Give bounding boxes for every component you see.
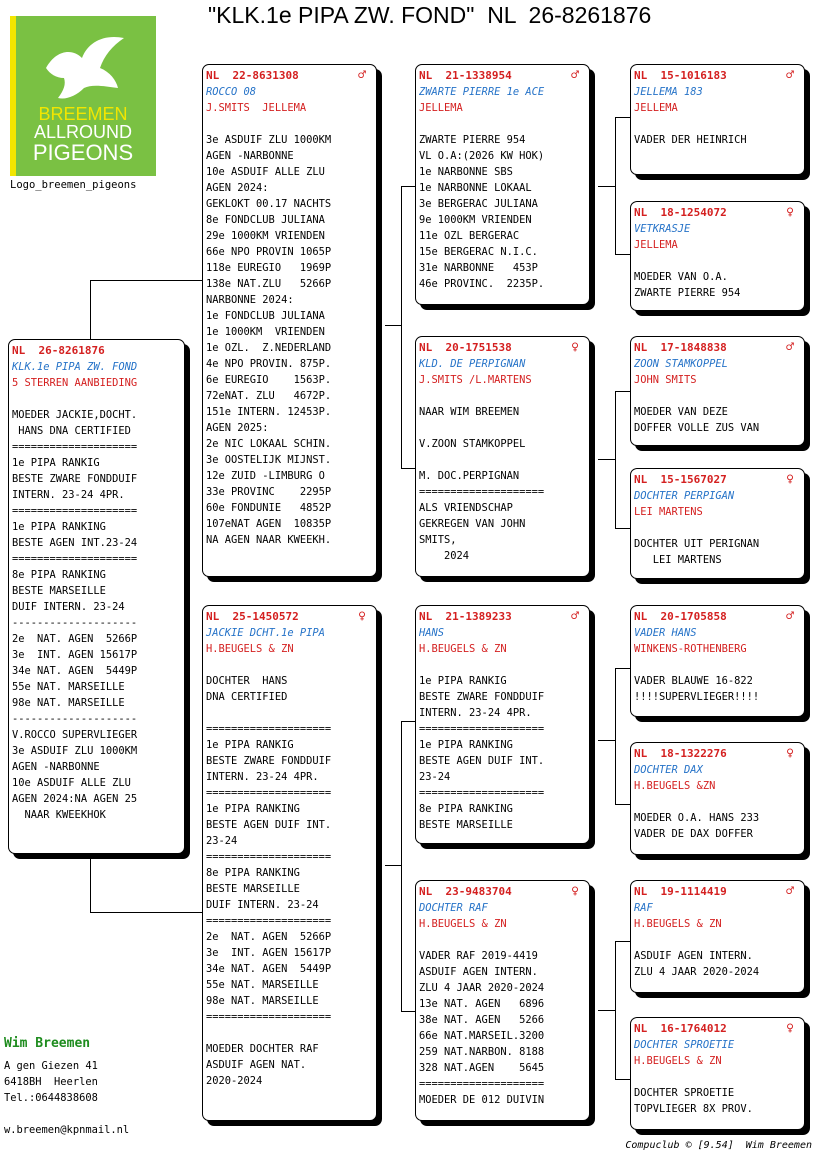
pigeon-notes: DOCHTER UIT PERIGNAN LEI MARTENS: [634, 538, 760, 566]
pigeon-name: KLD. DE PERPIGNAN: [419, 358, 526, 370]
logo-text-allround: ALLROUND: [33, 122, 133, 142]
pedigree-card-father: [202, 64, 377, 577]
breeder-email[interactable]: w.breemen@kpnmail.nl: [4, 1124, 130, 1136]
connector-line: [90, 280, 91, 340]
ring-number: NL 15-1567027 ♀: [634, 472, 794, 487]
pigeon-name: HANS: [419, 627, 445, 639]
connector-line: [598, 740, 616, 741]
ring-number: NL 21-1389233 ♂: [419, 609, 579, 624]
pigeon-owner: H.BEUGELS & ZN: [419, 643, 507, 655]
pigeon-name: VADER HANS: [634, 627, 697, 639]
pedigree-card-ggm-2: [630, 468, 805, 579]
pigeon-notes: VADER BLAUWE 16-822 !!!!SUPERVLIEGER!!!!: [634, 675, 760, 703]
logo-text-pigeons: PIGEONS: [32, 140, 134, 165]
ring-number: NL 22-8631308 ♂: [206, 68, 366, 83]
pigeon-name: DOCHTER SPROETIE: [634, 1039, 735, 1051]
pigeon-owner: JELLEMA: [634, 239, 678, 251]
pigeon-owner: WINKENS-ROTHENBERG: [634, 643, 747, 655]
connector-line: [401, 1011, 416, 1012]
pedigree-card-subject: [8, 339, 185, 854]
connector-line: [615, 668, 616, 804]
pedigree-card-ggf-3: [630, 605, 805, 717]
ring-number: NL 25-1450572 ♀: [206, 609, 366, 624]
breeder-name: Wim Breemen: [4, 1036, 91, 1051]
pigeon-owner: H.BEUGELS &ZN: [634, 780, 716, 792]
ring-number: NL 18-1322276 ♀: [634, 746, 794, 761]
pigeon-notes: DOCHTER HANS DNA CERTIFIED ==================== 1e PIPA RANKIG BESTE ZWARE FONDDUIF INTERN. 23-24 4PR. ==================== 1e PIPA RANKING BESTE AGEN DUIF INT. 23-24 ==================== 8e PIPA RANKING BESTE MARSEILLE DUIF INTERN. 23-24 ==================== 2e NAT. AGEN 5266P 3e INT. AGEN 15617P 34e NAT. AGEN 5449P 55e NAT. MARSEILLE 98e NAT. MARSEILLE ==================== MOEDER DOCHTER RAF ASDUIF AGEN NAT. 2020-2024: [206, 675, 332, 1087]
connector-line: [385, 325, 402, 326]
pigeon-icon: [38, 28, 134, 104]
ring-number: NL 20-1705858 ♂: [634, 609, 794, 624]
pigeon-notes: DOCHTER SPROETIE TOPVLIEGER 8X PROV.: [634, 1087, 753, 1115]
male-icon: ♂: [786, 340, 794, 355]
connector-line: [90, 912, 203, 913]
connector-line: [615, 528, 631, 529]
pigeon-owner: H.BEUGELS & ZN: [634, 1055, 722, 1067]
pigeon-name: DOCHTER DAX: [634, 764, 703, 776]
pigeon-owner: LEI MARTENS: [634, 506, 703, 518]
ring-number: NL 20-1751538 ♀: [419, 340, 579, 355]
pigeon-name: DOCHTER RAF: [419, 902, 488, 914]
connector-line: [615, 391, 616, 528]
connector-line: [615, 117, 631, 118]
female-icon: ♀: [786, 205, 794, 220]
pigeon-notes: MOEDER JACKIE,DOCHT. HANS DNA CERTIFIED ==================== 1e PIPA RANKIG BESTE ZWARE FONDDUIF INTERN. 23-24 4PR. ==================== 1e PIPA RANKING BESTE AGEN INT.23-24 ==================== 8e PIPA RANKING BESTE MARSEILLE DUIF INTERN. 23-24 -------------------- 2e NAT. AGEN 5266P 3e INT. AGEN 15617P 34e NAT. AGEN 5449P 55e NAT. MARSEILLE 98e NAT. MARSEILLE -------------------- V.ROCCO SUPERVLIEGER 3e ASDUIF ZLU 1000KM AGEN -NARBONNE 10e ASDUIF ALLE ZLU AGEN 2024:NA AGEN 25 NAAR KWEEKHOK: [12, 409, 138, 821]
pedigree-card-mother: [202, 605, 377, 1121]
connector-line: [401, 186, 402, 468]
footer-credit: Compuclub © [9.54] Wim Breemen: [625, 1140, 812, 1151]
pigeon-name: ROCCO 08: [206, 86, 257, 98]
connector-line: [90, 855, 91, 912]
connector-line: [615, 941, 631, 942]
pigeon-owner: JELLEMA: [634, 102, 678, 114]
male-icon: ♂: [358, 68, 366, 83]
female-icon: ♀: [786, 1021, 794, 1036]
connector-line: [598, 186, 616, 187]
pedigree-card-ggm-1: [630, 201, 805, 311]
ring-number: NL 18-1254072 ♀: [634, 205, 794, 220]
pigeon-notes: MOEDER O.A. HANS 233 VADER DE DAX DOFFER: [634, 812, 760, 840]
pigeon-owner: JELLEMA: [419, 102, 463, 114]
ring-number: NL 21-1338954 ♂: [419, 68, 579, 83]
male-icon: ♂: [786, 68, 794, 83]
pedigree-card-ggm-4: [630, 1017, 805, 1130]
pigeon-name: JELLEMA 183: [634, 86, 703, 98]
logo-text-breemen: BREEMEN: [38, 104, 128, 124]
connector-line: [598, 459, 616, 460]
connector-line: [615, 1079, 631, 1080]
pigeon-owner: H.BEUGELS & ZN: [206, 643, 294, 655]
pedigree-card-ggf-1: [630, 64, 805, 175]
pedigree-card-grandmother-paternal: [415, 336, 590, 577]
female-icon: ♀: [358, 609, 366, 624]
pigeon-notes: 3e ASDUIF ZLU 1000KM AGEN -NARBONNE 10e ASDUIF ALLE ZLU AGEN 2024: GEKLOKT 00.17 NACHTS 8e FONDCLUB JULIANA 29e 1000KM VRIENDEN 66e NPO PROVIN 1065P 118e EUREGIO 1969P 138e NAT.ZLU 5266P NARBONNE 2024: 1e FONDCLUB JULIANA 1e 1000KM VRIENDEN 1e OZL. Z.NEDERLAND 4e NPO PROVIN. 875P. 6e EUREGIO 1563P. 72eNAT. ZLU 4672P. 151e INTERN. 12453P. AGEN 2025: 2e NIC LOKAAL SCHIN. 3e OOSTELIJK MIJNST. 12e ZUID -LIMBURG O 33e PROVINC 2295P 60e FONDUNIE 4852P 107eNAT AGEN 10835P NA AGEN NAAR KWEEKH.: [206, 134, 332, 546]
connector-line: [598, 1010, 616, 1011]
male-icon: ♂: [786, 609, 794, 624]
pigeon-notes: ZWARTE PIERRE 954 VL O.A:(2026 KW HOK) 1e NARBONNE SBS 1e NARBONNE LOKAAL 3e BERGERAC JULIANA 9e 1000KM VRIENDEN 11e OZL BERGERAC 15e BERGERAC N.I.C. 31e NARBONNE 453P 46e PROVINC. 2235P.: [419, 134, 545, 290]
pigeon-notes: ASDUIF AGEN INTERN. ZLU 4 JAAR 2020-2024: [634, 950, 760, 978]
female-icon: ♀: [571, 884, 579, 899]
pigeon-owner: JOHN SMITS: [634, 374, 697, 386]
pedigree-card-grandmother-maternal: [415, 880, 590, 1121]
pigeon-owner: J.SMITS /L.MARTENS: [419, 374, 532, 386]
ring-number: NL 19-1114419 ♂: [634, 884, 794, 899]
breemen-logo: [10, 16, 156, 176]
pedigree-card-grandfather-maternal: [415, 605, 590, 844]
connector-line: [401, 186, 416, 187]
pigeon-notes: VADER DER HEINRICH: [634, 134, 747, 146]
ring-number: NL 23-9483704 ♀: [419, 884, 579, 899]
connector-line: [615, 941, 616, 1079]
ring-number: NL 26-8261876: [12, 344, 105, 357]
pedigree-card-ggf-4: [630, 880, 805, 993]
pedigree-card-grandfather-paternal: [415, 64, 590, 305]
connector-line: [615, 117, 616, 254]
pigeon-notes: NAAR WIM BREEMEN V.ZOON STAMKOPPEL M. DOC.PERPIGNAN ==================== ALS VRIENDSCHAP GEKREGEN VAN JOHN SMITS, 2024: [419, 406, 545, 562]
connector-line: [90, 280, 203, 281]
connector-line: [615, 254, 631, 255]
pigeon-name: ZOON STAMKOPPEL: [634, 358, 728, 370]
breeder-address: A gen Giezen 41 6418BH Heerlen Tel.:0644838608: [4, 1060, 98, 1104]
female-icon: ♀: [571, 340, 579, 355]
ring-number: NL 16-1764012 ♀: [634, 1021, 794, 1036]
pigeon-name: VETKRASJE: [634, 223, 691, 235]
pigeon-owner: H.BEUGELS & ZN: [419, 918, 507, 930]
connector-line: [385, 865, 402, 866]
pigeon-name: RAF: [634, 902, 653, 914]
connector-line: [401, 721, 416, 722]
pedigree-card-ggm-3: [630, 742, 805, 855]
pigeon-owner: H.BEUGELS & ZN: [634, 918, 722, 930]
male-icon: ♂: [571, 68, 579, 83]
female-icon: ♀: [786, 472, 794, 487]
pigeon-notes: MOEDER VAN DEZE DOFFER VOLLE ZUS VAN: [634, 406, 760, 434]
pigeon-name: KLK.1e PIPA ZW. FOND: [12, 361, 138, 373]
pigeon-owner: J.SMITS JELLEMA: [206, 102, 307, 114]
page-title: "KLK.1e PIPA ZW. FOND" NL 26-8261876: [208, 2, 652, 28]
pigeon-owner: 5 STERREN AANBIEDING: [12, 377, 138, 389]
pedigree-card-ggf-2: [630, 336, 805, 446]
female-icon: ♀: [786, 746, 794, 761]
pigeon-notes: 1e PIPA RANKIG BESTE ZWARE FONDDUIF INTERN. 23-24 4PR. ==================== 1e PIPA RANKING BESTE AGEN DUIF INT. 23-24 ==================== 8e PIPA RANKING BESTE MARSEILLE: [419, 675, 545, 831]
pigeon-name: DOCHTER PERPIGAN: [634, 490, 735, 502]
logo-caption: Logo_breemen_pigeons: [10, 179, 137, 191]
ring-number: NL 17-1848838 ♂: [634, 340, 794, 355]
male-icon: ♂: [786, 884, 794, 899]
pigeon-notes: VADER RAF 2019-4419 ASDUIF AGEN INTERN. ZLU 4 JAAR 2020-2024 13e NAT. AGEN 6896 38e NAT. AGEN 5266 66e NAT.MARSEIL.3200 259 NAT.NARBON. 8188 328 NAT.AGEN 5645 ==================== MOEDER DE 012 DUIVIN: [419, 950, 545, 1106]
pigeon-name: ZWARTE PIERRE 1e ACE: [419, 86, 545, 98]
connector-line: [615, 804, 631, 805]
connector-line: [615, 391, 631, 392]
ring-number: NL 15-1016183 ♂: [634, 68, 794, 83]
pigeon-name: JACKIE DCHT.1e PIPA: [206, 627, 325, 639]
male-icon: ♂: [571, 609, 579, 624]
connector-line: [615, 668, 631, 669]
pigeon-notes: MOEDER VAN O.A. ZWARTE PIERRE 954: [634, 271, 741, 299]
connector-line: [401, 468, 416, 469]
connector-line: [401, 721, 402, 1011]
